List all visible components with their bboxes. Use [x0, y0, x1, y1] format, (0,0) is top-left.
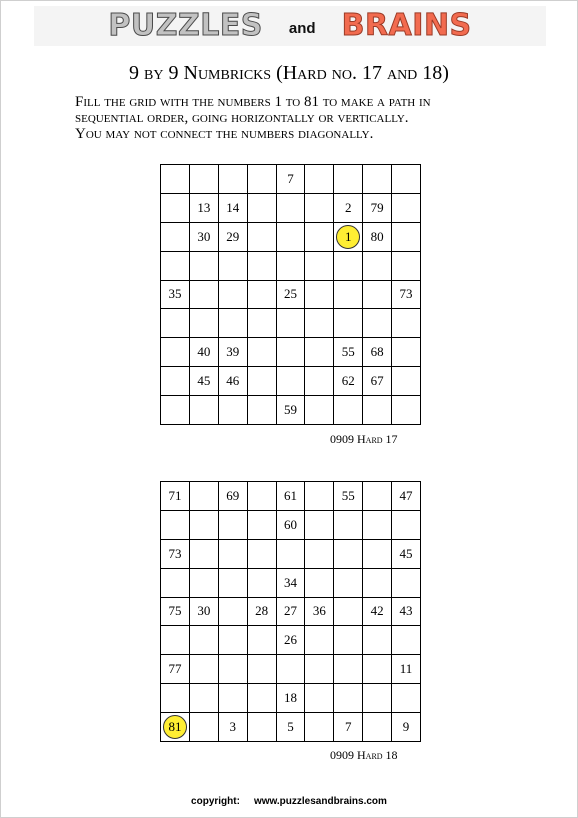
grid-cell[interactable] — [248, 252, 277, 281]
grid-cell[interactable] — [190, 598, 219, 627]
grid-cell[interactable] — [277, 598, 306, 627]
grid-cell[interactable] — [248, 684, 277, 713]
grid-cell[interactable] — [277, 309, 306, 338]
cell-value: 79 — [370, 199, 384, 215]
grid-cell[interactable] — [392, 367, 421, 396]
grid-cell[interactable] — [190, 281, 219, 310]
grid-cell[interactable] — [161, 598, 190, 627]
cell-value: 73 — [168, 545, 182, 561]
grid-cell[interactable] — [363, 482, 392, 511]
puzzle-grid-hard-17 — [160, 164, 421, 425]
grid-cell[interactable] — [248, 569, 277, 598]
grid-cell[interactable] — [248, 482, 277, 511]
grid-cell[interactable] — [334, 194, 363, 223]
cell-value: 7 — [287, 170, 294, 186]
grid-cell[interactable] — [277, 396, 306, 425]
cell-value: 30 — [197, 603, 211, 619]
grid-cell[interactable] — [392, 309, 421, 338]
grid-cell[interactable] — [334, 396, 363, 425]
grid-cell[interactable] — [305, 309, 334, 338]
grid-cell[interactable] — [277, 281, 306, 310]
grid-cell[interactable] — [363, 367, 392, 396]
grid-cell[interactable] — [277, 540, 306, 569]
cell-value: 34 — [283, 574, 297, 590]
grid-cell[interactable] — [161, 684, 190, 713]
copyright-label: copyright: — [191, 796, 240, 807]
cell-value: 5 — [287, 719, 294, 735]
grid-cell[interactable] — [363, 223, 392, 252]
grid-cell[interactable] — [219, 194, 248, 223]
logo-puzzles-word: PUZZLES — [108, 8, 263, 43]
grid-cell[interactable] — [277, 684, 306, 713]
cell-value: 35 — [168, 286, 182, 302]
instruction-line: sequential order, going horizontally or vertically. — [75, 110, 409, 126]
grid-cell[interactable] — [334, 338, 363, 367]
grid-cell[interactable] — [248, 194, 277, 223]
cell-value: 45 — [197, 373, 211, 389]
cell-value: 2 — [345, 199, 352, 215]
grid-cell[interactable] — [219, 396, 248, 425]
grid-cell[interactable] — [363, 569, 392, 598]
instructions — [75, 94, 545, 142]
grid-cell[interactable] — [248, 281, 277, 310]
grid-cell[interactable] — [305, 569, 334, 598]
grid-cell[interactable] — [363, 626, 392, 655]
grid-cell[interactable] — [363, 338, 392, 367]
cell-value: 18 — [283, 690, 297, 706]
site-url-link[interactable]: www.puzzlesandbrains.com — [253, 796, 387, 807]
instruction-line: You may not connect the numbers diagonally. — [75, 126, 374, 142]
grid-cell[interactable] — [277, 252, 306, 281]
grid-cell[interactable] — [363, 598, 392, 627]
grid-cell[interactable] — [219, 482, 248, 511]
cell-value: 42 — [370, 603, 384, 619]
cell-value: 40 — [197, 344, 211, 360]
cell-value: 30 — [197, 228, 211, 244]
grid-cell[interactable] — [190, 569, 219, 598]
grid-cell-highlighted[interactable] — [161, 713, 190, 742]
grid-cell[interactable] — [161, 194, 190, 223]
grid-cell[interactable] — [363, 540, 392, 569]
instruction-line: Fill the grid with the numbers 1 to 81 to make a path in — [75, 94, 431, 110]
grid-cell[interactable] — [334, 252, 363, 281]
cell-value: 27 — [283, 603, 297, 619]
grid-cell[interactable] — [334, 540, 363, 569]
grid-cell[interactable] — [219, 281, 248, 310]
grid-cell[interactable] — [248, 626, 277, 655]
grid-cell[interactable] — [392, 223, 421, 252]
page-title: 9 by 9 Numbricks (Hard no. 17 and 18) — [129, 62, 449, 84]
cell-value: 36 — [312, 603, 326, 619]
grid-cell[interactable] — [334, 569, 363, 598]
cell-value: 67 — [370, 373, 384, 389]
grid-cell[interactable] — [277, 655, 306, 684]
grid-cell[interactable] — [277, 569, 306, 598]
grid-cell[interactable] — [161, 511, 190, 540]
grid-cell[interactable] — [161, 540, 190, 569]
site-banner — [34, 6, 546, 46]
grid-cell[interactable] — [219, 367, 248, 396]
grid-cell[interactable] — [219, 540, 248, 569]
grid-cell[interactable] — [334, 482, 363, 511]
grid-cell[interactable] — [392, 281, 421, 310]
grid-cell[interactable] — [161, 367, 190, 396]
grid-cell[interactable] — [392, 569, 421, 598]
cell-value: 77 — [168, 661, 182, 677]
grid-cell[interactable] — [277, 511, 306, 540]
grid-cell[interactable] — [161, 223, 190, 252]
grid-cell[interactable] — [305, 713, 334, 742]
grid-cell[interactable] — [248, 338, 277, 367]
cell-value: 73 — [399, 286, 413, 302]
grid-cell[interactable] — [161, 626, 190, 655]
cell-value: 26 — [283, 632, 297, 648]
grid-cell[interactable] — [305, 655, 334, 684]
copyright-footer — [0, 796, 578, 807]
grid-cell[interactable] — [248, 165, 277, 194]
grid-cell[interactable] — [161, 338, 190, 367]
cell-value: 25 — [283, 286, 297, 302]
grid-cell[interactable] — [392, 626, 421, 655]
cell-value: 43 — [399, 603, 413, 619]
grid-cell[interactable] — [305, 194, 334, 223]
puzzle-caption-hard-17: 0909 Hard 17 — [330, 432, 398, 446]
grid-cell[interactable] — [334, 713, 363, 742]
cell-value: 59 — [283, 402, 297, 418]
grid-cell[interactable] — [219, 309, 248, 338]
grid-cell[interactable] — [392, 338, 421, 367]
grid-cell[interactable] — [190, 684, 219, 713]
grid-cell[interactable] — [248, 655, 277, 684]
cell-value: 9 — [402, 719, 410, 735]
grid-cell[interactable] — [161, 165, 190, 194]
grid-cell[interactable] — [161, 396, 190, 425]
grid-cell[interactable] — [277, 194, 306, 223]
grid-cell[interactable] — [219, 165, 248, 194]
grid-cell[interactable] — [334, 511, 363, 540]
grid-cell[interactable] — [305, 252, 334, 281]
grid-cell[interactable] — [248, 309, 277, 338]
cell-value: 11 — [399, 661, 413, 677]
grid-cell[interactable] — [392, 684, 421, 713]
grid-cell[interactable] — [334, 598, 363, 627]
grid-cell[interactable] — [363, 713, 392, 742]
cell-value: 69 — [226, 487, 240, 503]
grid-cell[interactable] — [392, 713, 421, 742]
grid-cell[interactable] — [190, 252, 219, 281]
cell-value: 29 — [226, 228, 240, 244]
grid-cell[interactable] — [248, 540, 277, 569]
puzzle-caption-hard-18: 0909 Hard 18 — [330, 748, 398, 762]
cell-value: 14 — [226, 199, 240, 215]
grid-cell[interactable] — [190, 194, 219, 223]
grid-cell[interactable] — [363, 684, 392, 713]
grid-cell[interactable] — [363, 396, 392, 425]
cell-value: 80 — [370, 228, 384, 244]
cell-value: 60 — [283, 516, 297, 532]
grid-cell[interactable] — [305, 281, 334, 310]
logo-brains-word: BRAINS — [341, 8, 472, 43]
grid-cell[interactable] — [334, 367, 363, 396]
cell-value: 62 — [341, 373, 355, 389]
grid-cell[interactable] — [305, 684, 334, 713]
cell-value: 46 — [226, 373, 240, 389]
grid-cell[interactable] — [363, 165, 392, 194]
grid-cell[interactable] — [334, 165, 363, 194]
grid-cell[interactable] — [219, 252, 248, 281]
grid-cell[interactable] — [190, 655, 219, 684]
grid-cell[interactable] — [392, 165, 421, 194]
grid-cell[interactable] — [219, 684, 248, 713]
grid-cell[interactable] — [363, 252, 392, 281]
grid-cell[interactable] — [277, 338, 306, 367]
cell-value: 47 — [399, 487, 413, 503]
grid-cell[interactable] — [161, 482, 190, 511]
grid-cell[interactable] — [248, 223, 277, 252]
grid-cell[interactable] — [392, 252, 421, 281]
grid-cell[interactable] — [363, 511, 392, 540]
cell-value: 55 — [341, 344, 355, 360]
grid-cell[interactable] — [305, 598, 334, 627]
grid-cell[interactable] — [305, 165, 334, 194]
grid-cell[interactable] — [334, 281, 363, 310]
cell-value: 39 — [226, 344, 240, 360]
grid-cell[interactable] — [277, 626, 306, 655]
cell-value: 55 — [341, 487, 355, 503]
grid-cell[interactable] — [334, 684, 363, 713]
cell-value: 7 — [345, 719, 352, 735]
grid-cell[interactable] — [392, 540, 421, 569]
grid-cell[interactable] — [248, 367, 277, 396]
grid-cell[interactable] — [305, 338, 334, 367]
grid-cell[interactable] — [363, 309, 392, 338]
grid-cell[interactable] — [277, 165, 306, 194]
site-logo[interactable] — [108, 8, 472, 43]
grid-cell[interactable] — [161, 569, 190, 598]
grid-cell[interactable] — [161, 655, 190, 684]
grid-cell[interactable] — [334, 655, 363, 684]
grid-cell[interactable] — [219, 511, 248, 540]
grid-cell[interactable] — [190, 713, 219, 742]
grid-cell[interactable] — [277, 367, 306, 396]
grid-cell[interactable] — [161, 281, 190, 310]
grid-cell[interactable] — [363, 655, 392, 684]
grid-cell[interactable] — [219, 223, 248, 252]
grid-cell[interactable] — [305, 482, 334, 511]
grid-cell[interactable] — [363, 281, 392, 310]
cell-value: 45 — [399, 545, 413, 561]
grid-cell[interactable] — [305, 367, 334, 396]
grid-cell[interactable] — [219, 598, 248, 627]
grid-cell[interactable] — [334, 309, 363, 338]
grid-cell[interactable] — [190, 540, 219, 569]
grid-cell[interactable] — [277, 713, 306, 742]
logo-and-word: and — [288, 19, 316, 37]
grid-cell[interactable] — [190, 626, 219, 655]
grid-cell[interactable] — [392, 511, 421, 540]
grid-cell[interactable] — [248, 598, 277, 627]
grid-cell[interactable] — [392, 598, 421, 627]
cell-value: 68 — [370, 344, 384, 360]
grid-cell[interactable] — [190, 223, 219, 252]
cell-value: 71 — [168, 487, 182, 503]
grid-cell[interactable] — [190, 511, 219, 540]
grid-cell[interactable] — [190, 367, 219, 396]
grid-cell[interactable] — [392, 482, 421, 511]
cell-value: 28 — [255, 603, 269, 619]
grid-cell[interactable] — [305, 626, 334, 655]
grid-cell[interactable] — [161, 309, 190, 338]
grid-cell[interactable] — [277, 482, 306, 511]
grid-cell[interactable] — [305, 396, 334, 425]
grid-cell[interactable] — [363, 194, 392, 223]
grid-cell[interactable] — [305, 540, 334, 569]
grid-cell[interactable] — [190, 309, 219, 338]
grid-cell[interactable] — [305, 223, 334, 252]
grid-cell[interactable] — [334, 626, 363, 655]
grid-cell-highlighted[interactable] — [334, 223, 363, 252]
grid-cell[interactable] — [219, 338, 248, 367]
grid-cell[interactable] — [277, 223, 306, 252]
grid-cell[interactable] — [219, 569, 248, 598]
grid-cell[interactable] — [219, 713, 248, 742]
grid-cell[interactable] — [190, 482, 219, 511]
grid-cell[interactable] — [219, 626, 248, 655]
grid-cell[interactable] — [190, 396, 219, 425]
grid-cell[interactable] — [392, 396, 421, 425]
grid-cell[interactable] — [392, 194, 421, 223]
puzzle-grid-hard-18 — [160, 481, 421, 742]
cell-value: 61 — [283, 487, 297, 503]
grid-cell[interactable] — [161, 252, 190, 281]
highlighted-number-circle: 81 — [163, 715, 187, 739]
grid-cell[interactable] — [392, 655, 421, 684]
grid-cell[interactable] — [190, 165, 219, 194]
highlighted-number-circle: 1 — [336, 225, 360, 249]
grid-cell[interactable] — [248, 396, 277, 425]
cell-value: 75 — [168, 603, 182, 619]
grid-cell[interactable] — [248, 511, 277, 540]
grid-cell[interactable] — [305, 511, 334, 540]
cell-value: 3 — [229, 719, 236, 735]
grid-cell[interactable] — [248, 713, 277, 742]
grid-cell[interactable] — [190, 338, 219, 367]
cell-value: 13 — [197, 199, 211, 215]
grid-cell[interactable] — [219, 655, 248, 684]
